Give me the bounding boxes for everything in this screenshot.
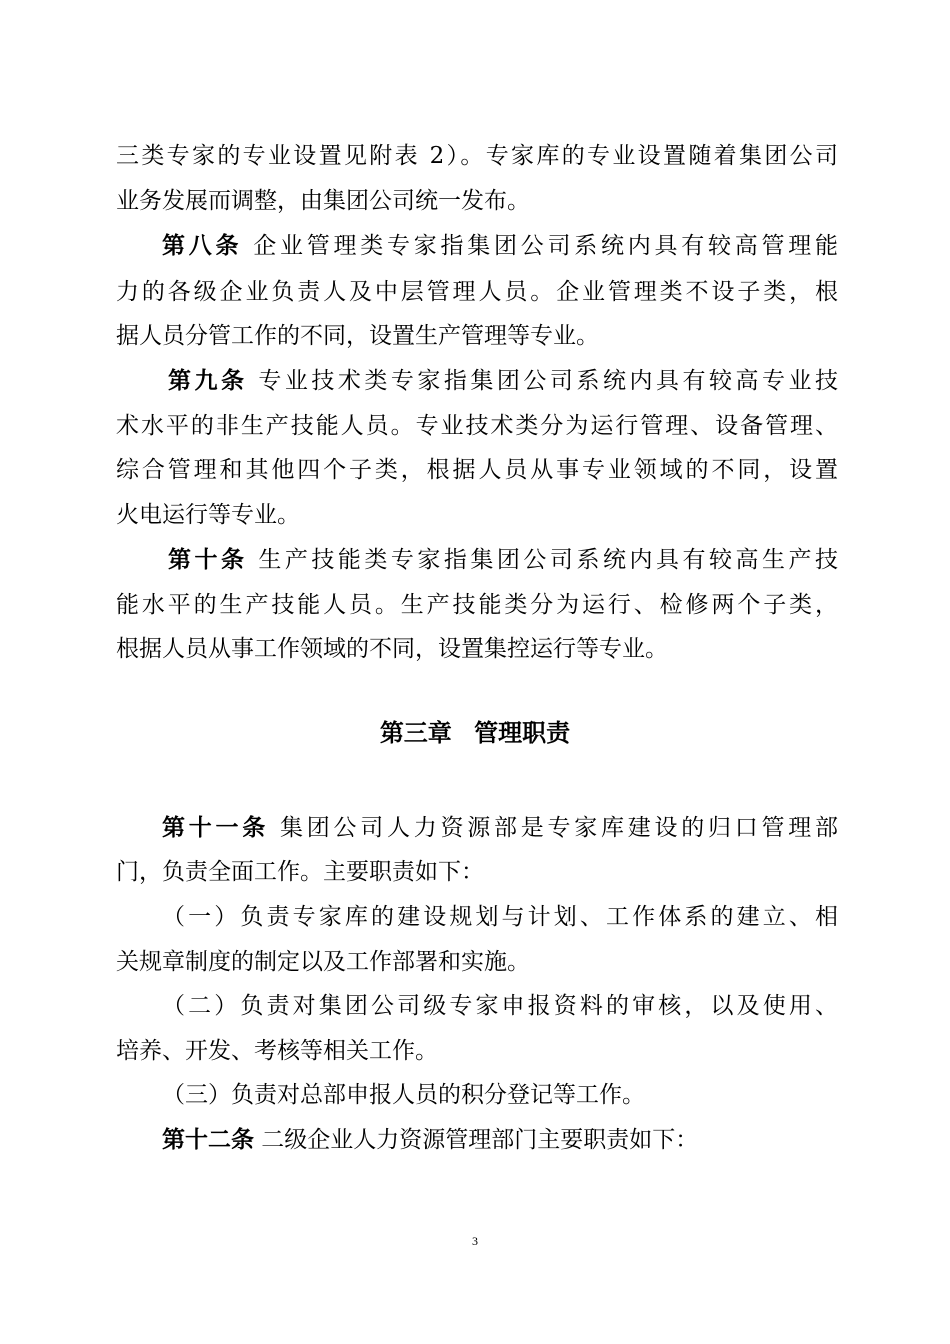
- article-12-line: [162, 1125, 884, 1155]
- article-9-line: [168, 366, 838, 396]
- article-8-heading: 第八条: [162, 233, 243, 259]
- paragraph-line: 综合管理和其他四个子类，根据人员从事专业领域的不同，设置: [116, 457, 838, 483]
- paragraph-line: 能水平的生产技能人员。生产技能类分为运行、检修两个子类，: [116, 592, 838, 618]
- article-12-heading: 第十二条: [162, 1127, 254, 1153]
- article-11-heading: 第十一条: [162, 815, 269, 841]
- article-12-text: 二级企业人力资源管理部门主要职责如下：: [254, 1127, 699, 1153]
- paragraph-line: 力的各级企业负责人及中层管理人员。企业管理类不设子类，根: [116, 279, 838, 305]
- chapter-heading: 第三章 管理职责: [379, 719, 571, 747]
- paragraph-line: 培养、开发、考核等相关工作。: [116, 1038, 438, 1064]
- paragraph-line: 根据人员从事工作领域的不同，设置集控运行等专业。: [116, 636, 668, 662]
- article-10-line: [168, 545, 838, 575]
- paragraph-line: 术水平的非生产技能人员。专业技术类分为运行管理、设备管理、: [116, 413, 838, 439]
- article-8-text: 企业管理类专家指集团公司系统内具有较高管理能: [242, 233, 839, 259]
- paragraph-line: 门，负责全面工作。主要职责如下：: [116, 859, 484, 885]
- article-9-text: 专业技术类专家指集团公司系统内具有较高专业技: [247, 368, 839, 394]
- article-11-text: 集团公司人力资源部是专家库建设的归口管理部: [269, 815, 839, 841]
- list-item-2-line: （二）负责对集团公司级专家申报资料的审核，以及使用、: [162, 993, 838, 1019]
- paragraph-line: 关规章制度的制定以及工作部署和实施。: [116, 949, 530, 975]
- article-10-heading: 第十条: [168, 547, 248, 573]
- paragraph-line: 业务发展而调整，由集团公司统一发布。: [116, 188, 530, 214]
- paragraph-line: 火电运行等专业。: [116, 502, 300, 528]
- article-10-text: 生产技能类专家指集团公司系统内具有较高生产技: [247, 547, 839, 573]
- paragraph-line: 三类专家的专业设置见附表 2）。专家库的专业设置随着集团公司: [116, 143, 838, 169]
- article-8-line: [162, 231, 838, 261]
- page-number: 3: [472, 1234, 478, 1248]
- article-11-line: [162, 813, 838, 843]
- article-9-heading: 第九条: [168, 368, 248, 394]
- paragraph-line: 据人员分管工作的不同，设置生产管理等专业。: [116, 323, 599, 349]
- list-item-1-line: （一）负责专家库的建设规划与计划、工作体系的建立、相: [162, 904, 838, 930]
- list-item-3-line: （三）负责对总部申报人员的积分登记等工作。: [162, 1082, 645, 1108]
